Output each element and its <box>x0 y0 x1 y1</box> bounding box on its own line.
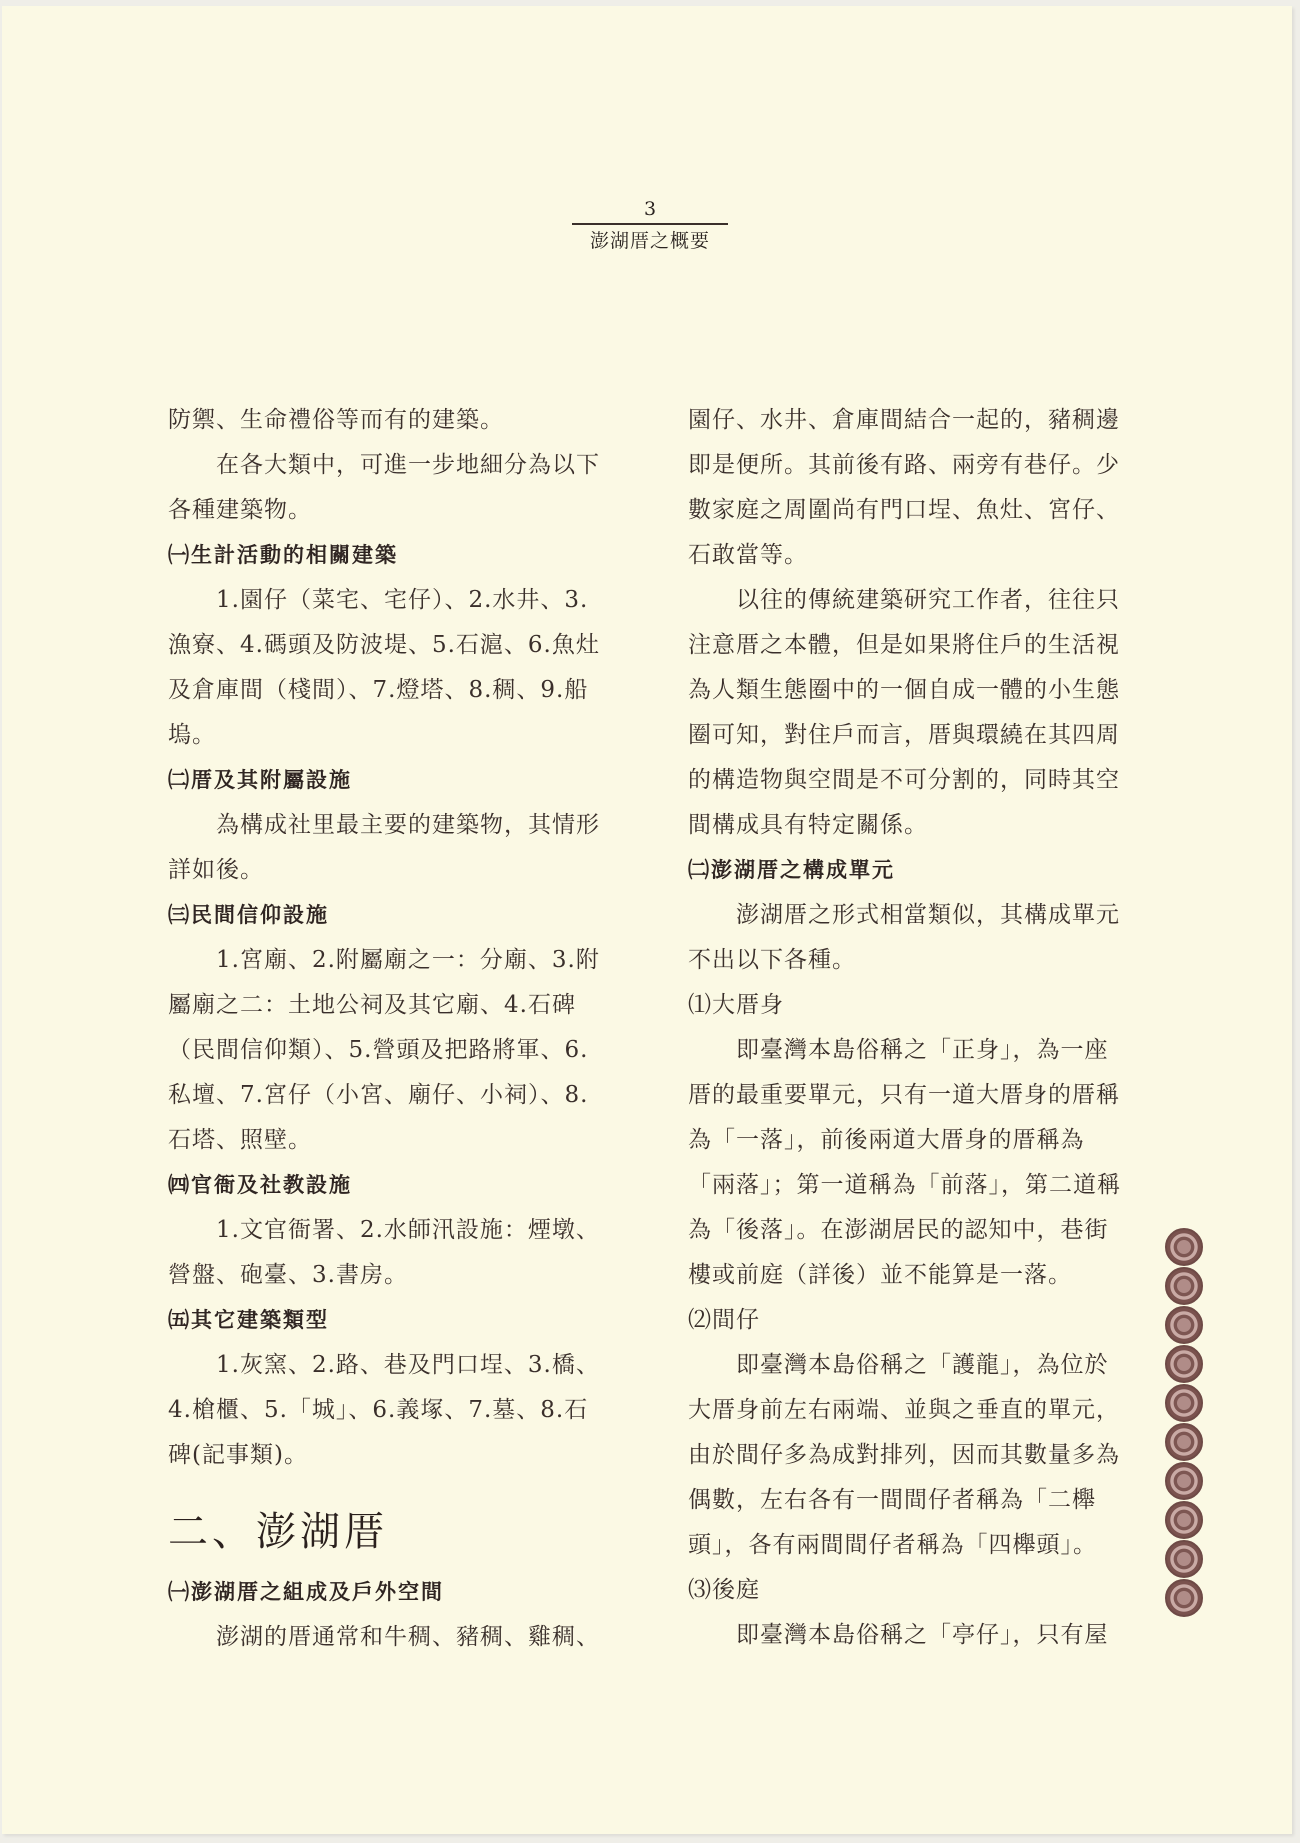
seal-ornament-icon <box>1165 1267 1203 1305</box>
running-title: 澎湖厝之概要 <box>589 230 710 252</box>
seal-ornament-icon <box>1165 1384 1203 1422</box>
running-header <box>0 198 1300 253</box>
paragraph: 在各大類中，可進一步地細分為以下各種建築物。 <box>168 452 600 523</box>
item-label: ⑶後庭 <box>688 1577 760 1603</box>
paragraph: 園仔、水井、倉庫間結合一起的，豬稠邊即是便所。其前後有路、兩旁有巷仔。少數家庭之周圍尚有門口埕、魚灶、宮仔、石敢當等。 <box>688 407 1120 568</box>
paragraph: 1.園仔（菜宅、宅仔）、2.水井、3.漁寮、4.碼頭及防波堤、5.石滬、6.魚灶及倉庫間（棧間）、7.燈塔、8.稠、9.船塢。 <box>168 587 600 748</box>
subheading: ㈣官衙及社教設施 <box>168 1173 352 1197</box>
paragraph: 以往的傳統建築研究工作者，往往只注意厝之本體，但是如果將住戶的生活視為人類生態圈中的一個自成一體的小生態圈可知，對住戶而言，厝與環繞在其四周的構造物與空間是不可分割的，同時其空間構成具有特定關係。 <box>688 587 1120 838</box>
item-label: ⑴大厝身 <box>688 992 784 1018</box>
decorative-seal-strip <box>1164 1228 1208 1618</box>
subheading: ㈡澎湖厝之構成單元 <box>688 858 895 882</box>
paragraph: 1.灰窯、2.路、巷及門口埕、3.橋、4.槍櫃、5.「城」、6.義塚、7.墓、8.石碑(記事類)。 <box>168 1352 600 1468</box>
seal-ornament-icon <box>1165 1345 1203 1383</box>
item-label: ⑵間仔 <box>688 1307 760 1333</box>
right-column <box>688 398 1128 1658</box>
subheading: ㈢民間信仰設施 <box>168 903 329 927</box>
paragraph: 即臺灣本島俗稱之「正身」，為一座厝的最重要單元，只有一道大厝身的厝稱為「一落」，前後兩道大厝身的厝稱為「兩落」；第一道稱為「前落」，第二道稱為「後落」。在澎湖居民的認知中，巷街樓或前庭（詳後）並不能算是一落。 <box>688 1037 1121 1288</box>
seal-ornament-icon <box>1165 1228 1203 1266</box>
paragraph: 1.宮廟、2.附屬廟之一：分廟、3.附屬廟之二：土地公祠及其它廟、4.石碑（民間信仰類）、5.營頭及把路將軍、6.私壇、7.宮仔（小宮、廟仔、小祠）、8.石塔、照壁。 <box>168 947 600 1153</box>
section-title: 二、澎湖厝 <box>168 1509 388 1555</box>
seal-ornament-icon <box>1165 1462 1203 1500</box>
seal-ornament-icon <box>1165 1540 1203 1578</box>
paragraph: 澎湖厝之形式相當類似，其構成單元不出以下各種。 <box>688 902 1120 973</box>
page-number: 3 <box>643 198 657 220</box>
seal-ornament-icon <box>1165 1501 1203 1539</box>
seal-ornament-icon <box>1165 1579 1203 1617</box>
paragraph: 即臺灣本島俗稱之「亭仔」，只有屋 <box>736 1622 1109 1648</box>
seal-ornament-icon <box>1165 1306 1203 1344</box>
left-column <box>168 398 608 1660</box>
paragraph: 1.文官衙署、2.水師汛設施：煙墩、營盤、砲臺、3.書房。 <box>168 1217 600 1288</box>
subheading: ㈡厝及其附屬設施 <box>168 768 352 792</box>
paragraph: 澎湖的厝通常和牛稠、豬稠、雞稠、 <box>216 1624 600 1650</box>
seal-ornament-icon <box>1165 1423 1203 1461</box>
header-rule <box>572 223 728 225</box>
paragraph: 為構成社里最主要的建築物，其情形詳如後。 <box>168 812 600 883</box>
subheading: ㈤其它建築類型 <box>168 1308 329 1332</box>
paragraph: 防禦、生命禮俗等而有的建築。 <box>168 407 504 433</box>
paragraph: 即臺灣本島俗稱之「護龍」，為位於大厝身前左右兩端、並與之垂直的單元，由於間仔多為成對排列，因而其數量多為偶數，左右各有一間間仔者稱為「二櫸頭」，各有兩間間仔者稱為「四櫸頭」。 <box>688 1352 1120 1558</box>
subheading: ㈠澎湖厝之組成及戶外空間 <box>168 1580 444 1604</box>
subheading: ㈠生計活動的相關建築 <box>168 543 398 567</box>
